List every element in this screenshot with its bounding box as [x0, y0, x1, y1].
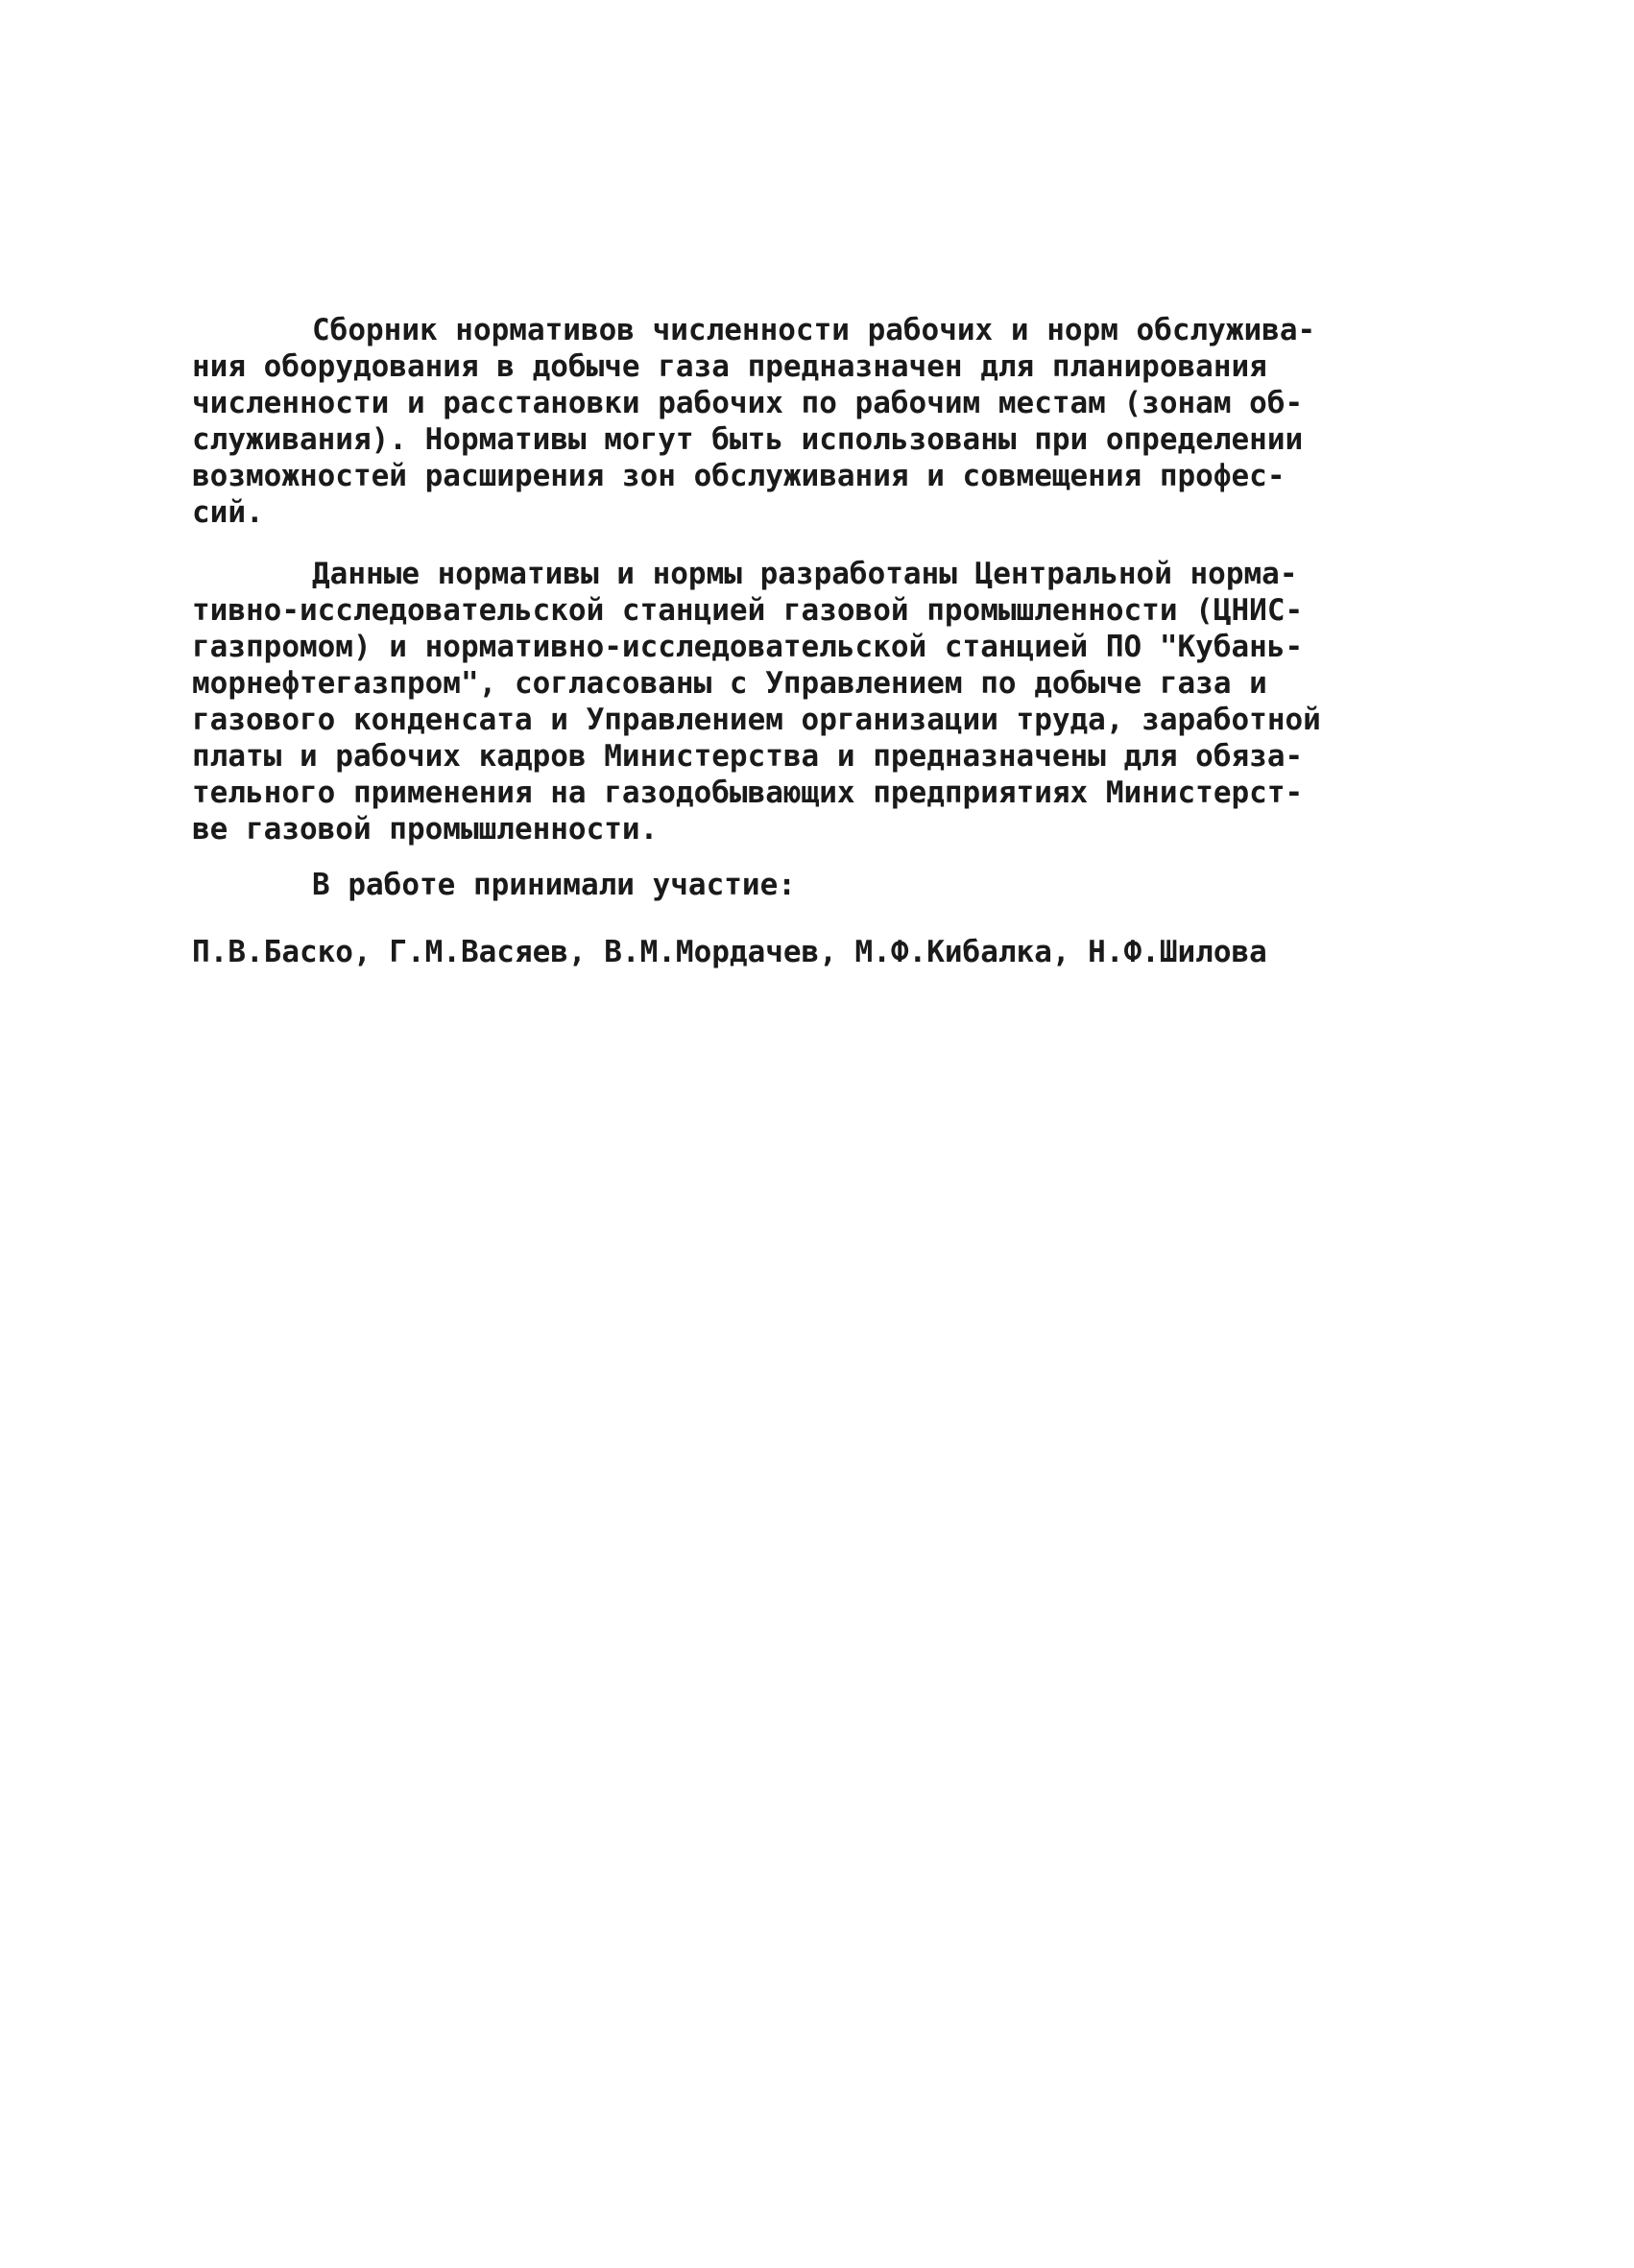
paragraph-purpose	[192, 312, 1440, 531]
paragraph-line: Данные нормативы и нормы разработаны Центральной норма-	[312, 557, 1298, 591]
paragraph-line: газпромом) и нормативно-исследовательской станцией ПО "Кубань-	[192, 630, 1304, 664]
paragraph-line: служивания). Нормативы могут быть использованы при определении	[192, 422, 1304, 457]
paragraph-line: морнефтегазпром", согласованы с Управлением по добыче газа и	[192, 666, 1267, 701]
paragraph-line: сий.	[192, 495, 264, 530]
paragraph-line: газового конденсата и Управлением организации труда, заработной	[192, 703, 1321, 737]
paragraph-development	[192, 556, 1440, 848]
paragraph-line: численности и расстановки рабочих по рабочим местам (зонам об-	[192, 386, 1304, 420]
participants-heading: В работе принимали участие:	[312, 868, 796, 902]
participants-names: П.В.Баско, Г.М.Васяев, В.М.Мордачев, М.Ф.Кибалка, Н.Ф.Шилова	[192, 935, 1267, 969]
paragraph-line: возможностей расширения зон обслуживания и совмещения профес-	[192, 459, 1286, 493]
paragraph-line: ве газовой промышленности.	[192, 812, 659, 847]
document-body	[192, 312, 1440, 970]
paragraph-line: тельного применения на газодобывающих предприятиях Министерст-	[192, 776, 1304, 810]
paragraph-line: тивно-исследовательской станцией газовой промышленности (ЦНИС-	[192, 593, 1304, 628]
paragraph-line: платы и рабочих кадров Министерства и предназначены для обяза-	[192, 739, 1304, 774]
paragraph-line: ния оборудования в добыче газа предназначен для планирования	[192, 349, 1267, 384]
paragraph-line: Сборник нормативов численности рабочих и норм обслужива-	[312, 313, 1316, 347]
